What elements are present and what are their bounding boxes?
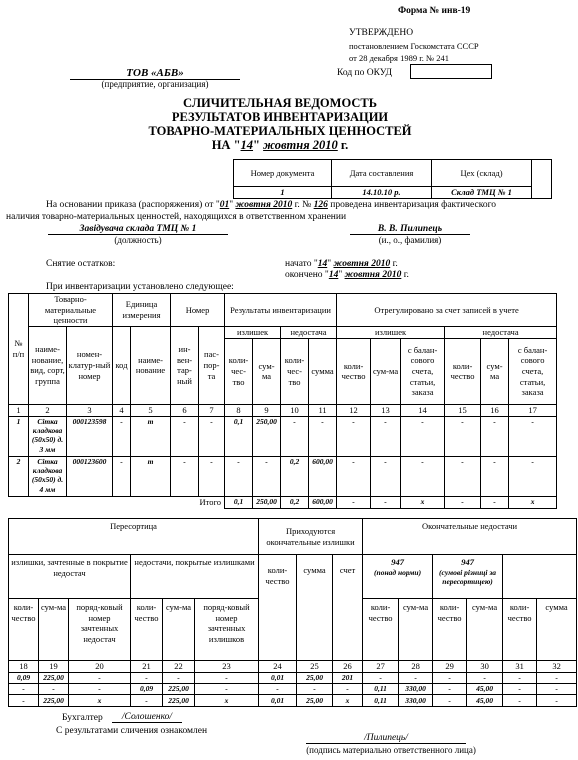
doc-shop-value: Склад ТМЦ № 1 <box>432 187 532 199</box>
t2-colnum: 20 <box>69 661 131 673</box>
t2-h-f-s2: сум-ма <box>467 599 503 661</box>
t1-colnum: 14 <box>401 404 445 416</box>
t1-colnum: 16 <box>481 404 509 416</box>
t2-cell: - <box>537 673 577 684</box>
t1-cell: - <box>401 416 445 456</box>
t1-cell: - <box>281 416 309 456</box>
t2-h-s2: сум-ма <box>163 599 195 661</box>
t2-h-qty: коли-чество <box>259 555 297 661</box>
t1-cell: 000123600 <box>67 456 113 496</box>
t1-total-cell: - <box>481 496 509 508</box>
table-row <box>9 695 577 707</box>
approved-line3: от 28 декабря 1989 г. № 241 <box>349 53 449 63</box>
t2-h-f-s1: сум-ма <box>399 599 433 661</box>
t1-total-cell: 600,00 <box>309 496 337 508</box>
t2-cell: 225,00 <box>39 695 69 707</box>
t1-h-r-surplus: излишек <box>337 326 445 338</box>
t2-colnum: 31 <box>503 661 537 673</box>
t2-h-q: коли-чество <box>9 599 39 661</box>
t1-h-sum2: сумма <box>309 338 337 404</box>
acquainted-text: С результатами сличения ознакомлен <box>56 726 208 736</box>
table-row <box>9 416 557 456</box>
t1-colnum: 17 <box>509 404 557 416</box>
t1-total-cell: - <box>337 496 371 508</box>
t2-cell: 0,11 <box>363 684 399 695</box>
table-row <box>9 673 577 684</box>
t1-total-cell: - <box>445 496 481 508</box>
accountant-label: Бухгалтер <box>62 713 103 723</box>
t1-cell: - <box>171 416 199 456</box>
t2-cell: 225,00 <box>163 695 195 707</box>
t1-cell: - <box>445 416 481 456</box>
t2-h-credited: Приходуются окончательные излишки <box>259 519 363 555</box>
t2-h-ord: поряд-ковый номер зачтенных недостач <box>69 599 131 661</box>
t1-cell: 250,00 <box>253 416 281 456</box>
t2-cell: 201 <box>333 673 363 684</box>
t2-h-947a: 947 (понад норми) <box>363 555 433 599</box>
responsible-name: В. В. Пилипець <box>350 224 470 235</box>
t1-cell: - <box>509 416 557 456</box>
t1-h-code: код <box>113 326 131 404</box>
balance-label: Снятие остатков: <box>46 259 116 269</box>
doc-date-header: Дата составления <box>332 160 432 187</box>
t2-cell: 0,09 <box>131 684 163 695</box>
t1-cell: - <box>371 416 401 456</box>
t2-cell: - <box>131 673 163 684</box>
doc-table <box>233 159 552 199</box>
t1-colnum: 8 <box>225 404 253 416</box>
t1-colnum: 9 <box>253 404 281 416</box>
t1-colnum: 4 <box>113 404 131 416</box>
t1-cell: - <box>199 416 225 456</box>
t2-cell: - <box>39 684 69 695</box>
t1-h-sum: сум-ма <box>253 338 281 404</box>
t1-h-r-bal: с балан-сового счета, статьи, заказа <box>401 338 445 404</box>
t2-colnum: 30 <box>467 661 503 673</box>
t1-colnum: 3 <box>67 404 113 416</box>
t1-colnum: 10 <box>281 404 309 416</box>
t1-cell: - <box>225 456 253 496</box>
title-line1: СЛИЧИТЕЛЬНАЯ ВЕДОМОСТЬ <box>183 96 377 110</box>
okud-label: Код по ОКУД <box>337 68 393 78</box>
t1-h-r-shortage: недостача <box>445 326 557 338</box>
t2-h-f-q2: коли-чество <box>433 599 467 661</box>
t1-h-r-bal2: с балан-сового счета, статьи, заказа <box>509 338 557 404</box>
t1-colnum: 5 <box>131 404 171 416</box>
t1-h-num: № п/п <box>9 294 29 405</box>
t2-cell: 225,00 <box>39 673 69 684</box>
t1-cell: 2 <box>9 456 29 496</box>
t1-h-values: Товарно-материальные ценности <box>29 294 113 327</box>
t2-cell: - <box>163 673 195 684</box>
okud-box <box>410 64 492 79</box>
t2-h-s: сум-ма <box>39 599 69 661</box>
t2-h-f-q1: коли-чество <box>363 599 399 661</box>
doc-date-value: 14.10.10 р. <box>332 187 432 199</box>
t1-cell: - <box>509 456 557 496</box>
t1-colnum: 1 <box>9 404 29 416</box>
t2-cell: 45,00 <box>467 695 503 707</box>
t2-cell: - <box>69 684 131 695</box>
t2-colnum: 23 <box>195 661 259 673</box>
name-caption: (и., о., фамилия) <box>378 235 442 245</box>
t2-cell: - <box>69 673 131 684</box>
t2-cell: - <box>503 673 537 684</box>
t1-cell: - <box>309 416 337 456</box>
t1-h-nom-num: номен-клатур-ный номер <box>67 326 113 404</box>
basis-line1: На основании приказа (распоряжения) от "01" жовтня 2010 г. № 126 проведена инвентаризация фактического <box>46 200 497 210</box>
t1-colnum: 2 <box>29 404 67 416</box>
t2-cell: - <box>9 684 39 695</box>
t1-h-number: Номер <box>171 294 225 327</box>
t2-cell: х <box>195 695 259 707</box>
t1-cell: - <box>253 456 281 496</box>
t1-h-surplus: излишек <box>225 326 281 338</box>
t2-cell: - <box>259 684 297 695</box>
t2-colnums-row <box>9 661 577 673</box>
t1-h-passport: пас-пор-та <box>199 326 225 404</box>
t1-cell: 0,1 <box>225 416 253 456</box>
t1-cell: - <box>113 456 131 496</box>
person-caption: (подпись материально ответственного лица) <box>306 745 476 755</box>
t2-cell: х <box>69 695 131 707</box>
t1-cell: - <box>113 416 131 456</box>
t1-cell: - <box>337 456 371 496</box>
approved-line2: постановлением Госкомстата СССР <box>349 41 479 51</box>
t1-cell: 0,2 <box>281 456 309 496</box>
t2-colnum: 19 <box>39 661 69 673</box>
t1-cell: т <box>131 456 171 496</box>
org-caption: (предприятие, организация) <box>101 79 209 89</box>
t2-h-q2: коли-чество <box>131 599 163 661</box>
t2-h-acc: счет <box>333 555 363 661</box>
t2-h-947b: 947 (сумові різниці за пересортицею) <box>433 555 503 599</box>
t1-total-cell: 0,2 <box>281 496 309 508</box>
t1-cell: 1 <box>9 416 29 456</box>
t1-cell: - <box>337 416 371 456</box>
t1-total-cell: 0,1 <box>225 496 253 508</box>
title-date: НА "14" жовтня 2010 г. <box>211 138 349 152</box>
doc-shop-header: Цех (склад) <box>432 160 532 187</box>
t2-cell: 0,01 <box>259 695 297 707</box>
t1-h-r-qty: коли-чество <box>337 338 371 404</box>
title-line3: ТОВАРНО-МАТЕРИАЛЬНЫХ ЦЕННОСТЕЙ <box>148 124 412 138</box>
t2-cell: - <box>363 673 399 684</box>
t1-h-unit-name: наиме-нование <box>131 326 171 404</box>
t1-colnum: 6 <box>171 404 199 416</box>
basis-line2: наличия товарно-материальных ценностей, находящихся в ответственном хранении <box>6 212 347 222</box>
t1-h-inv: ин-вен-тар-ный <box>171 326 199 404</box>
position-caption: (должность) <box>114 235 162 245</box>
t2-cell: - <box>433 684 467 695</box>
t2-cell: 225,00 <box>163 684 195 695</box>
t1-h-results: Результаты инвентаризации <box>225 294 337 327</box>
t1-cell: - <box>371 456 401 496</box>
t2-cell: - <box>9 695 39 707</box>
t2-h-blank <box>503 555 577 599</box>
t2-cell: - <box>333 684 363 695</box>
t2-cell: 330,00 <box>399 684 433 695</box>
t2-h-sum: сумма <box>297 555 333 661</box>
t2-h-ord2: поряд-ковый номер зачтенных излишков <box>195 599 259 661</box>
t1-h-regulated: Отрегулировано за счет записей в учете <box>337 294 557 327</box>
t2-cell: - <box>433 695 467 707</box>
t1-h-qty: коли-чес-тво <box>225 338 253 404</box>
t1-h-r-sum2: сум-ма <box>481 338 509 404</box>
t2-cell: х <box>333 695 363 707</box>
t2-colnum: 26 <box>333 661 363 673</box>
t2-cell: - <box>195 673 259 684</box>
doc-num-header: Номер документа <box>234 160 332 187</box>
t1-total-row <box>9 496 557 508</box>
t1-cell: т <box>131 416 171 456</box>
balance-end: окончено "14" жовтня 2010 г. <box>285 270 409 280</box>
t1-colnum: 7 <box>199 404 225 416</box>
t1-colnum: 13 <box>371 404 401 416</box>
t2-cell: 0,01 <box>259 673 297 684</box>
t2-colnum: 18 <box>9 661 39 673</box>
t1-total-cell: - <box>371 496 401 508</box>
t2-colnum: 25 <box>297 661 333 673</box>
t1-cell: - <box>481 456 509 496</box>
accountant-signature: /Солошенко/ <box>112 712 182 723</box>
t2-cell: - <box>537 695 577 707</box>
t2-colnum: 28 <box>399 661 433 673</box>
t2-colnum: 22 <box>163 661 195 673</box>
resort-table <box>8 518 577 707</box>
t2-cell: - <box>503 695 537 707</box>
t2-cell: - <box>195 684 259 695</box>
t1-cell: 600,00 <box>309 456 337 496</box>
t2-cell: - <box>399 673 433 684</box>
t2-colnum: 24 <box>259 661 297 673</box>
inventory-table <box>8 293 557 509</box>
t1-h-unit: Единица измерения <box>113 294 171 327</box>
t1-cell: - <box>199 456 225 496</box>
table-row <box>9 684 577 695</box>
t1-total-cell: х <box>401 496 445 508</box>
t1-cell: - <box>171 456 199 496</box>
t1-h-r-sum: сум-ма <box>371 338 401 404</box>
t2-h-surplus-cover: излишки, зачтенные в покрытие недостач <box>9 555 131 599</box>
person-signature: /Пилипець/ <box>306 733 466 744</box>
t2-h-f-s3: сумма <box>537 599 577 661</box>
t1-cell: - <box>401 456 445 496</box>
balance-start: начато "14" жовтня 2010 г. <box>285 259 398 269</box>
t2-cell: - <box>297 684 333 695</box>
t2-colnum: 27 <box>363 661 399 673</box>
t1-total-label: Итого <box>199 496 222 507</box>
t1-colnum: 15 <box>445 404 481 416</box>
t1-total-cell: х <box>509 496 557 508</box>
t2-cell: 45,00 <box>467 684 503 695</box>
t1-total-cell: 250,00 <box>253 496 281 508</box>
t2-cell: - <box>433 673 467 684</box>
t1-cell: 000123598 <box>67 416 113 456</box>
t2-cell: 25,00 <box>297 695 333 707</box>
t2-cell: - <box>537 684 577 695</box>
t2-cell: 25,00 <box>297 673 333 684</box>
t1-cell: Сітка кладкова (50х50) д. 4 мм <box>29 456 67 496</box>
t1-colnum: 12 <box>337 404 371 416</box>
org-name: ТОВ «АБВ» <box>70 67 240 80</box>
t1-cell: - <box>481 416 509 456</box>
t1-h-shortage: недостача <box>281 326 337 338</box>
t2-cell: 0,11 <box>363 695 399 707</box>
t1-h-r-qty2: коли-чество <box>445 338 481 404</box>
t2-cell: - <box>131 695 163 707</box>
t2-cell: - <box>503 684 537 695</box>
t2-colnum: 21 <box>131 661 163 673</box>
t1-h-name-sort: наиме-нование, вид, сорт, группа <box>29 326 67 404</box>
title-line2: РЕЗУЛЬТАТОВ ИНВЕНТАРИЗАЦИИ <box>171 110 389 124</box>
t1-colnums-row <box>9 404 557 416</box>
responsible-position: Завідувача склада ТМЦ № 1 <box>48 224 228 235</box>
t1-cell: - <box>445 456 481 496</box>
t2-colnum: 32 <box>537 661 577 673</box>
t2-h-shortage-cover: недостачи, покрытые излишками <box>131 555 259 599</box>
t1-h-qty2: коли-чес-тво <box>281 338 309 404</box>
doc-num-value: 1 <box>234 187 332 199</box>
t2-cell: 0,09 <box>9 673 39 684</box>
t2-cell: - <box>467 673 503 684</box>
table-row <box>9 456 557 496</box>
approved-title: УТВЕРЖДЕНО <box>349 28 414 38</box>
t2-h-resort: Пересортица <box>9 519 259 555</box>
t2-h-final: Окончательные недостачи <box>363 519 577 555</box>
t2-colnum: 29 <box>433 661 467 673</box>
t2-cell: 330,00 <box>399 695 433 707</box>
t1-colnum: 11 <box>309 404 337 416</box>
t1-cell: Сітка кладкова (50х50) д. 3 мм <box>29 416 67 456</box>
established-text: При инвентаризации установлено следующее: <box>46 282 234 292</box>
form-number: Форма № инв-19 <box>398 6 471 16</box>
t2-h-f-q3: коли-чество <box>503 599 537 661</box>
